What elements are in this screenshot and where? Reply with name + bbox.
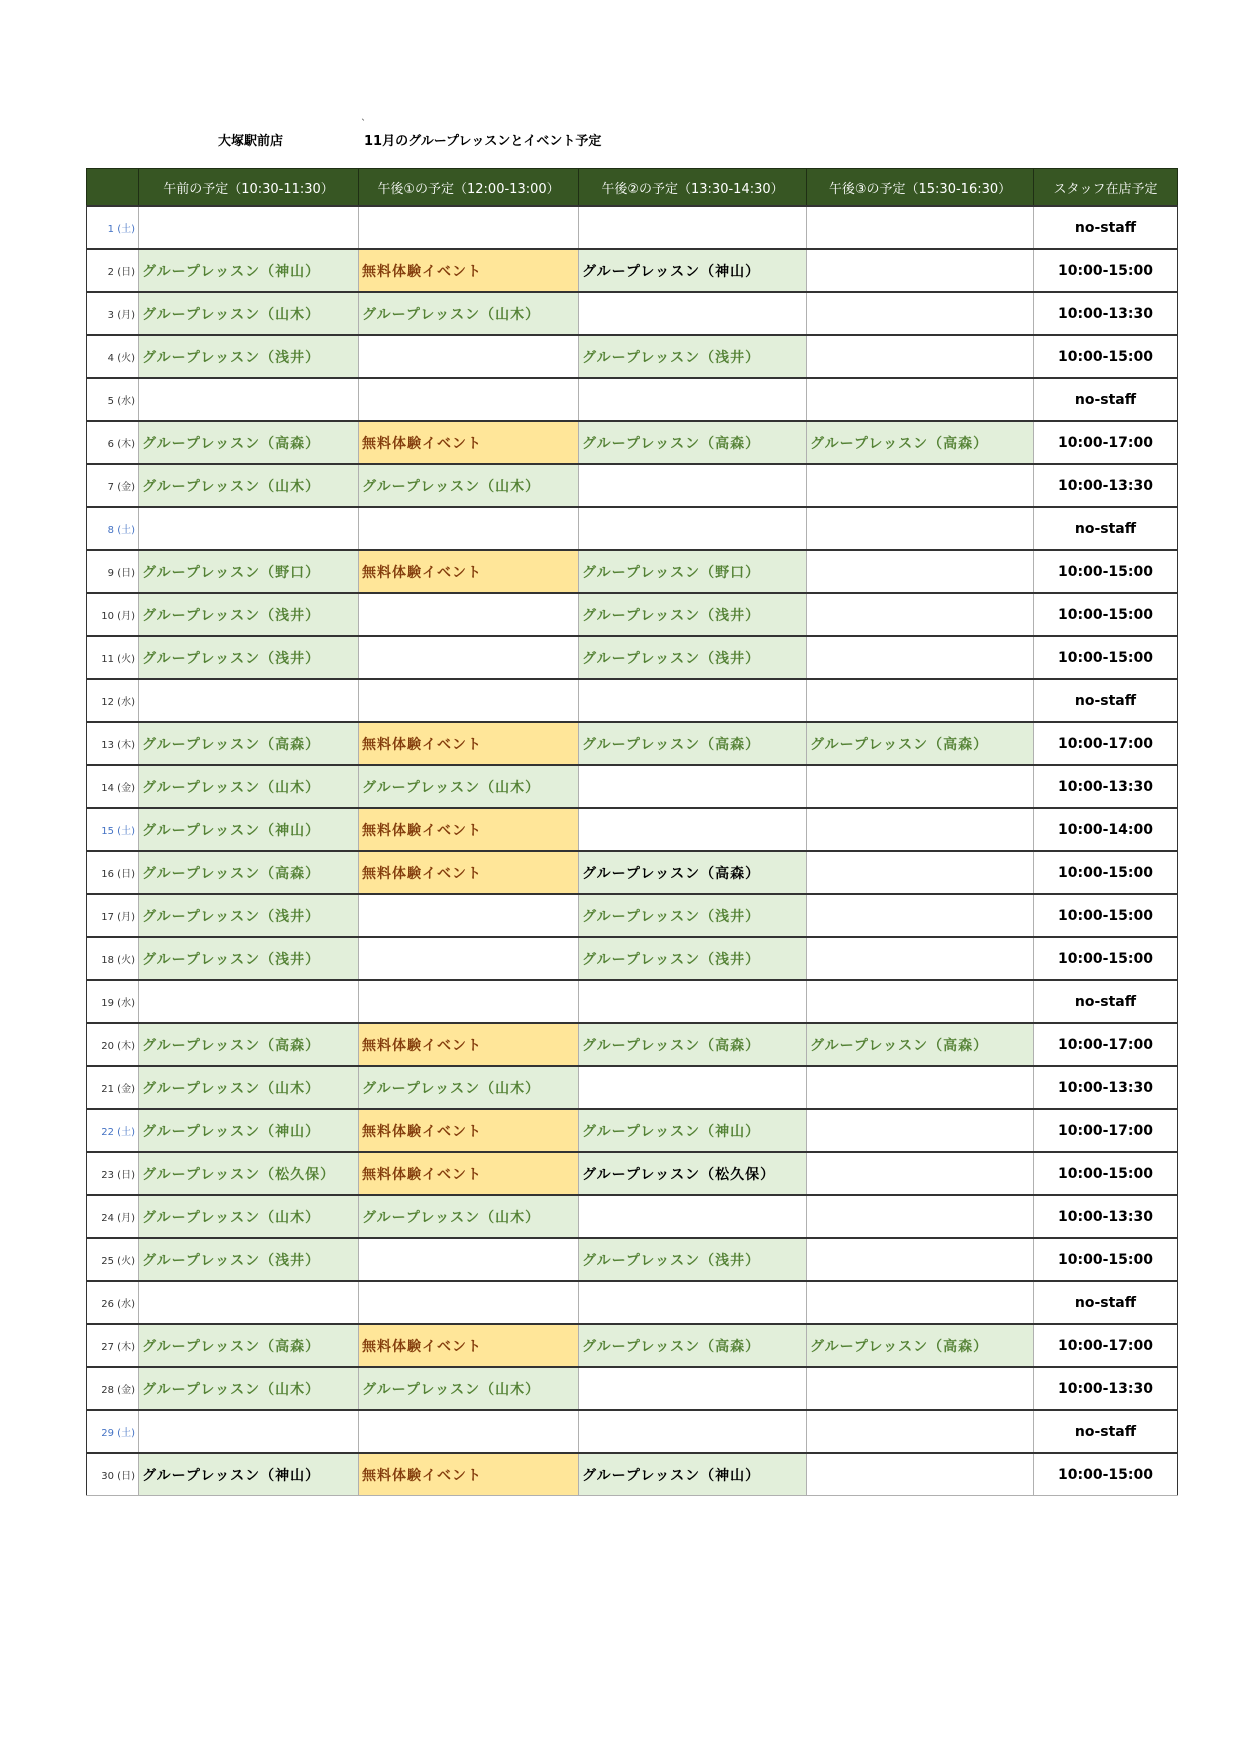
afternoon-1-slot: 無料体験イベント [359,1023,579,1066]
morning-slot [139,206,359,249]
staff-hours: no-staff [1034,378,1178,421]
table-row [87,593,1178,636]
header-afternoon-1: 午後①の予定（12:00-13:00） [359,169,579,207]
table-row [87,1195,1178,1238]
day-cell: 16 (日) [87,851,139,894]
day-cell: 14 (金) [87,765,139,808]
afternoon-1-slot [359,1281,579,1324]
afternoon-2-slot [579,1281,807,1324]
morning-slot: グループレッスン（高森） [139,1324,359,1367]
staff-hours: 10:00-15:00 [1034,1238,1178,1281]
day-cell: 24 (月) [87,1195,139,1238]
day-cell: 1 (土) [87,206,139,249]
day-cell: 8 (土) [87,507,139,550]
afternoon-1-slot: 無料体験イベント [359,851,579,894]
morning-slot: グループレッスン（浅井） [139,636,359,679]
afternoon-1-slot: 無料体験イベント [359,1324,579,1367]
table-row [87,1023,1178,1066]
staff-hours: 10:00-15:00 [1034,636,1178,679]
morning-slot: グループレッスン（神山） [139,249,359,292]
table-row [87,206,1178,249]
day-cell: 23 (日) [87,1152,139,1195]
morning-slot: グループレッスン（浅井） [139,335,359,378]
table-row [87,1410,1178,1453]
afternoon-2-slot: グループレッスン（浅井） [579,1238,807,1281]
afternoon-3-slot [807,464,1034,507]
afternoon-3-slot [807,1152,1034,1195]
afternoon-3-slot [807,1066,1034,1109]
day-cell: 26 (水) [87,1281,139,1324]
afternoon-2-slot [579,378,807,421]
afternoon-1-slot: グループレッスン（山木） [359,292,579,335]
day-cell: 5 (水) [87,378,139,421]
afternoon-3-slot: グループレッスン（高森） [807,421,1034,464]
morning-slot: グループレッスン（野口） [139,550,359,593]
staff-hours: 10:00-15:00 [1034,1152,1178,1195]
staff-hours: 10:00-15:00 [1034,249,1178,292]
afternoon-3-slot [807,292,1034,335]
staff-hours: 10:00-13:30 [1034,1066,1178,1109]
afternoon-3-slot [807,765,1034,808]
afternoon-2-slot: グループレッスン（高森） [579,1023,807,1066]
morning-slot: グループレッスン（山木） [139,1367,359,1410]
morning-slot: グループレッスン（神山） [139,808,359,851]
afternoon-3-slot [807,894,1034,937]
staff-hours: no-staff [1034,679,1178,722]
afternoon-2-slot: グループレッスン（浅井） [579,894,807,937]
afternoon-1-slot: 無料体験イベント [359,421,579,464]
afternoon-2-slot [579,765,807,808]
morning-slot: グループレッスン（山木） [139,765,359,808]
afternoon-1-slot [359,378,579,421]
header-afternoon-2: 午後②の予定（13:30-14:30） [579,169,807,207]
afternoon-2-slot [579,1367,807,1410]
morning-slot: グループレッスン（高森） [139,421,359,464]
day-cell: 6 (木) [87,421,139,464]
staff-hours: 10:00-17:00 [1034,1324,1178,1367]
afternoon-3-slot [807,550,1034,593]
table-row [87,1066,1178,1109]
store-name: 大塚駅前店 [218,134,284,149]
afternoon-2-slot [579,206,807,249]
day-cell: 17 (月) [87,894,139,937]
staff-hours: 10:00-13:30 [1034,1367,1178,1410]
staff-hours: no-staff [1034,206,1178,249]
day-cell: 13 (木) [87,722,139,765]
table-row [87,1281,1178,1324]
staff-hours: 10:00-13:30 [1034,765,1178,808]
afternoon-2-slot: グループレッスン（神山） [579,249,807,292]
staff-hours: no-staff [1034,1281,1178,1324]
afternoon-3-slot [807,249,1034,292]
afternoon-3-slot [807,1281,1034,1324]
staff-hours: 10:00-13:30 [1034,1195,1178,1238]
afternoon-1-slot: グループレッスン（山木） [359,464,579,507]
day-cell: 21 (金) [87,1066,139,1109]
afternoon-1-slot [359,335,579,378]
afternoon-2-slot [579,1410,807,1453]
afternoon-2-slot: グループレッスン（松久保） [579,1152,807,1195]
afternoon-3-slot [807,1238,1034,1281]
staff-hours: 10:00-13:30 [1034,292,1178,335]
morning-slot: グループレッスン（浅井） [139,937,359,980]
afternoon-3-slot [807,937,1034,980]
table-row [87,550,1178,593]
header-staff: スタッフ在店予定 [1034,169,1178,207]
table-row [87,851,1178,894]
staff-hours: 10:00-17:00 [1034,1023,1178,1066]
afternoon-3-slot: グループレッスン（高森） [807,1324,1034,1367]
day-cell: 9 (日) [87,550,139,593]
afternoon-1-slot [359,593,579,636]
afternoon-2-slot: グループレッスン（野口） [579,550,807,593]
afternoon-2-slot [579,808,807,851]
staff-hours: 10:00-17:00 [1034,1109,1178,1152]
afternoon-1-slot [359,1238,579,1281]
corner-mark: ˎ [361,110,366,121]
morning-slot [139,1281,359,1324]
afternoon-3-slot [807,335,1034,378]
morning-slot: グループレッスン（松久保） [139,1152,359,1195]
staff-hours: 10:00-13:30 [1034,464,1178,507]
afternoon-1-slot: グループレッスン（山木） [359,1066,579,1109]
header-row [87,169,1178,207]
afternoon-3-slot [807,679,1034,722]
morning-slot: グループレッスン（山木） [139,1066,359,1109]
morning-slot: グループレッスン（神山） [139,1109,359,1152]
table-row [87,980,1178,1023]
afternoon-3-slot: グループレッスン（高森） [807,1023,1034,1066]
afternoon-1-slot [359,937,579,980]
afternoon-1-slot: グループレッスン（山木） [359,1195,579,1238]
header-afternoon-3: 午後③の予定（15:30-16:30） [807,169,1034,207]
day-cell: 27 (木) [87,1324,139,1367]
morning-slot [139,378,359,421]
morning-slot [139,980,359,1023]
day-cell: 28 (金) [87,1367,139,1410]
morning-slot: グループレッスン（浅井） [139,593,359,636]
table-row [87,894,1178,937]
afternoon-3-slot [807,808,1034,851]
morning-slot: グループレッスン（高森） [139,722,359,765]
afternoon-2-slot [579,464,807,507]
afternoon-3-slot [807,1453,1034,1496]
table-row [87,378,1178,421]
day-cell: 12 (水) [87,679,139,722]
table-row [87,1453,1178,1496]
page-title: 11月のグループレッスンとイベント予定 [364,134,602,149]
day-cell: 18 (火) [87,937,139,980]
afternoon-3-slot [807,851,1034,894]
afternoon-2-slot [579,292,807,335]
table-row [87,1238,1178,1281]
day-cell: 19 (水) [87,980,139,1023]
day-cell: 7 (金) [87,464,139,507]
afternoon-3-slot [807,206,1034,249]
morning-slot: グループレッスン（高森） [139,1023,359,1066]
schedule-body [87,206,1178,1496]
staff-hours: 10:00-15:00 [1034,937,1178,980]
afternoon-2-slot: グループレッスン（神山） [579,1453,807,1496]
afternoon-2-slot: グループレッスン（高森） [579,421,807,464]
day-cell: 2 (日) [87,249,139,292]
day-cell: 11 (火) [87,636,139,679]
morning-slot [139,507,359,550]
morning-slot: グループレッスン（浅井） [139,894,359,937]
staff-hours: 10:00-15:00 [1034,593,1178,636]
afternoon-3-slot [807,507,1034,550]
table-row [87,292,1178,335]
morning-slot: グループレッスン（山木） [139,1195,359,1238]
day-cell: 4 (火) [87,335,139,378]
afternoon-2-slot: グループレッスン（高森） [579,722,807,765]
afternoon-1-slot [359,636,579,679]
afternoon-1-slot [359,507,579,550]
afternoon-1-slot: グループレッスン（山木） [359,1367,579,1410]
afternoon-1-slot: 無料体験イベント [359,808,579,851]
afternoon-2-slot: グループレッスン（浅井） [579,636,807,679]
table-row [87,1152,1178,1195]
morning-slot [139,1410,359,1453]
afternoon-2-slot: グループレッスン（高森） [579,851,807,894]
schedule-table [86,168,1178,1496]
staff-hours: 10:00-15:00 [1034,1453,1178,1496]
afternoon-3-slot [807,1410,1034,1453]
afternoon-1-slot [359,1410,579,1453]
afternoon-2-slot [579,1195,807,1238]
table-row [87,679,1178,722]
day-cell: 29 (土) [87,1410,139,1453]
afternoon-2-slot [579,1066,807,1109]
staff-hours: 10:00-15:00 [1034,335,1178,378]
staff-hours: 10:00-17:00 [1034,722,1178,765]
afternoon-1-slot: 無料体験イベント [359,722,579,765]
table-row [87,249,1178,292]
afternoon-1-slot: 無料体験イベント [359,1109,579,1152]
afternoon-3-slot [807,980,1034,1023]
afternoon-2-slot: グループレッスン（浅井） [579,937,807,980]
day-cell: 10 (月) [87,593,139,636]
afternoon-2-slot: グループレッスン（高森） [579,1324,807,1367]
morning-slot [139,679,359,722]
afternoon-2-slot: グループレッスン（浅井） [579,335,807,378]
staff-hours: 10:00-15:00 [1034,894,1178,937]
day-cell: 25 (火) [87,1238,139,1281]
afternoon-1-slot [359,894,579,937]
morning-slot: グループレッスン（神山） [139,1453,359,1496]
morning-slot: グループレッスン（高森） [139,851,359,894]
day-cell: 20 (木) [87,1023,139,1066]
afternoon-3-slot [807,593,1034,636]
afternoon-1-slot: 無料体験イベント [359,1453,579,1496]
morning-slot: グループレッスン（山木） [139,464,359,507]
afternoon-1-slot: 無料体験イベント [359,249,579,292]
day-cell: 22 (土) [87,1109,139,1152]
afternoon-3-slot [807,378,1034,421]
staff-hours: 10:00-14:00 [1034,808,1178,851]
table-row [87,808,1178,851]
afternoon-1-slot [359,679,579,722]
staff-hours: no-staff [1034,1410,1178,1453]
header-day [87,169,139,207]
afternoon-3-slot: グループレッスン（高森） [807,722,1034,765]
afternoon-1-slot: グループレッスン（山木） [359,765,579,808]
table-row [87,937,1178,980]
afternoon-2-slot: グループレッスン（神山） [579,1109,807,1152]
afternoon-2-slot [579,679,807,722]
table-row [87,335,1178,378]
afternoon-1-slot [359,980,579,1023]
table-row [87,765,1178,808]
staff-hours: no-staff [1034,507,1178,550]
table-row [87,1109,1178,1152]
afternoon-3-slot [807,1195,1034,1238]
morning-slot: グループレッスン（山木） [139,292,359,335]
day-cell: 30 (日) [87,1453,139,1496]
day-cell: 15 (土) [87,808,139,851]
afternoon-1-slot: 無料体験イベント [359,550,579,593]
afternoon-1-slot [359,206,579,249]
afternoon-1-slot: 無料体験イベント [359,1152,579,1195]
afternoon-3-slot [807,636,1034,679]
morning-slot: グループレッスン（浅井） [139,1238,359,1281]
afternoon-2-slot [579,507,807,550]
table-row [87,1367,1178,1410]
table-row [87,507,1178,550]
afternoon-2-slot: グループレッスン（浅井） [579,593,807,636]
day-cell: 3 (月) [87,292,139,335]
table-row [87,464,1178,507]
staff-hours: no-staff [1034,980,1178,1023]
staff-hours: 10:00-15:00 [1034,550,1178,593]
table-row [87,636,1178,679]
afternoon-3-slot [807,1109,1034,1152]
staff-hours: 10:00-15:00 [1034,851,1178,894]
table-row [87,1324,1178,1367]
table-row [87,722,1178,765]
afternoon-2-slot [579,980,807,1023]
table-row [87,421,1178,464]
staff-hours: 10:00-17:00 [1034,421,1178,464]
afternoon-3-slot [807,1367,1034,1410]
header-morning: 午前の予定（10:30-11:30） [139,169,359,207]
